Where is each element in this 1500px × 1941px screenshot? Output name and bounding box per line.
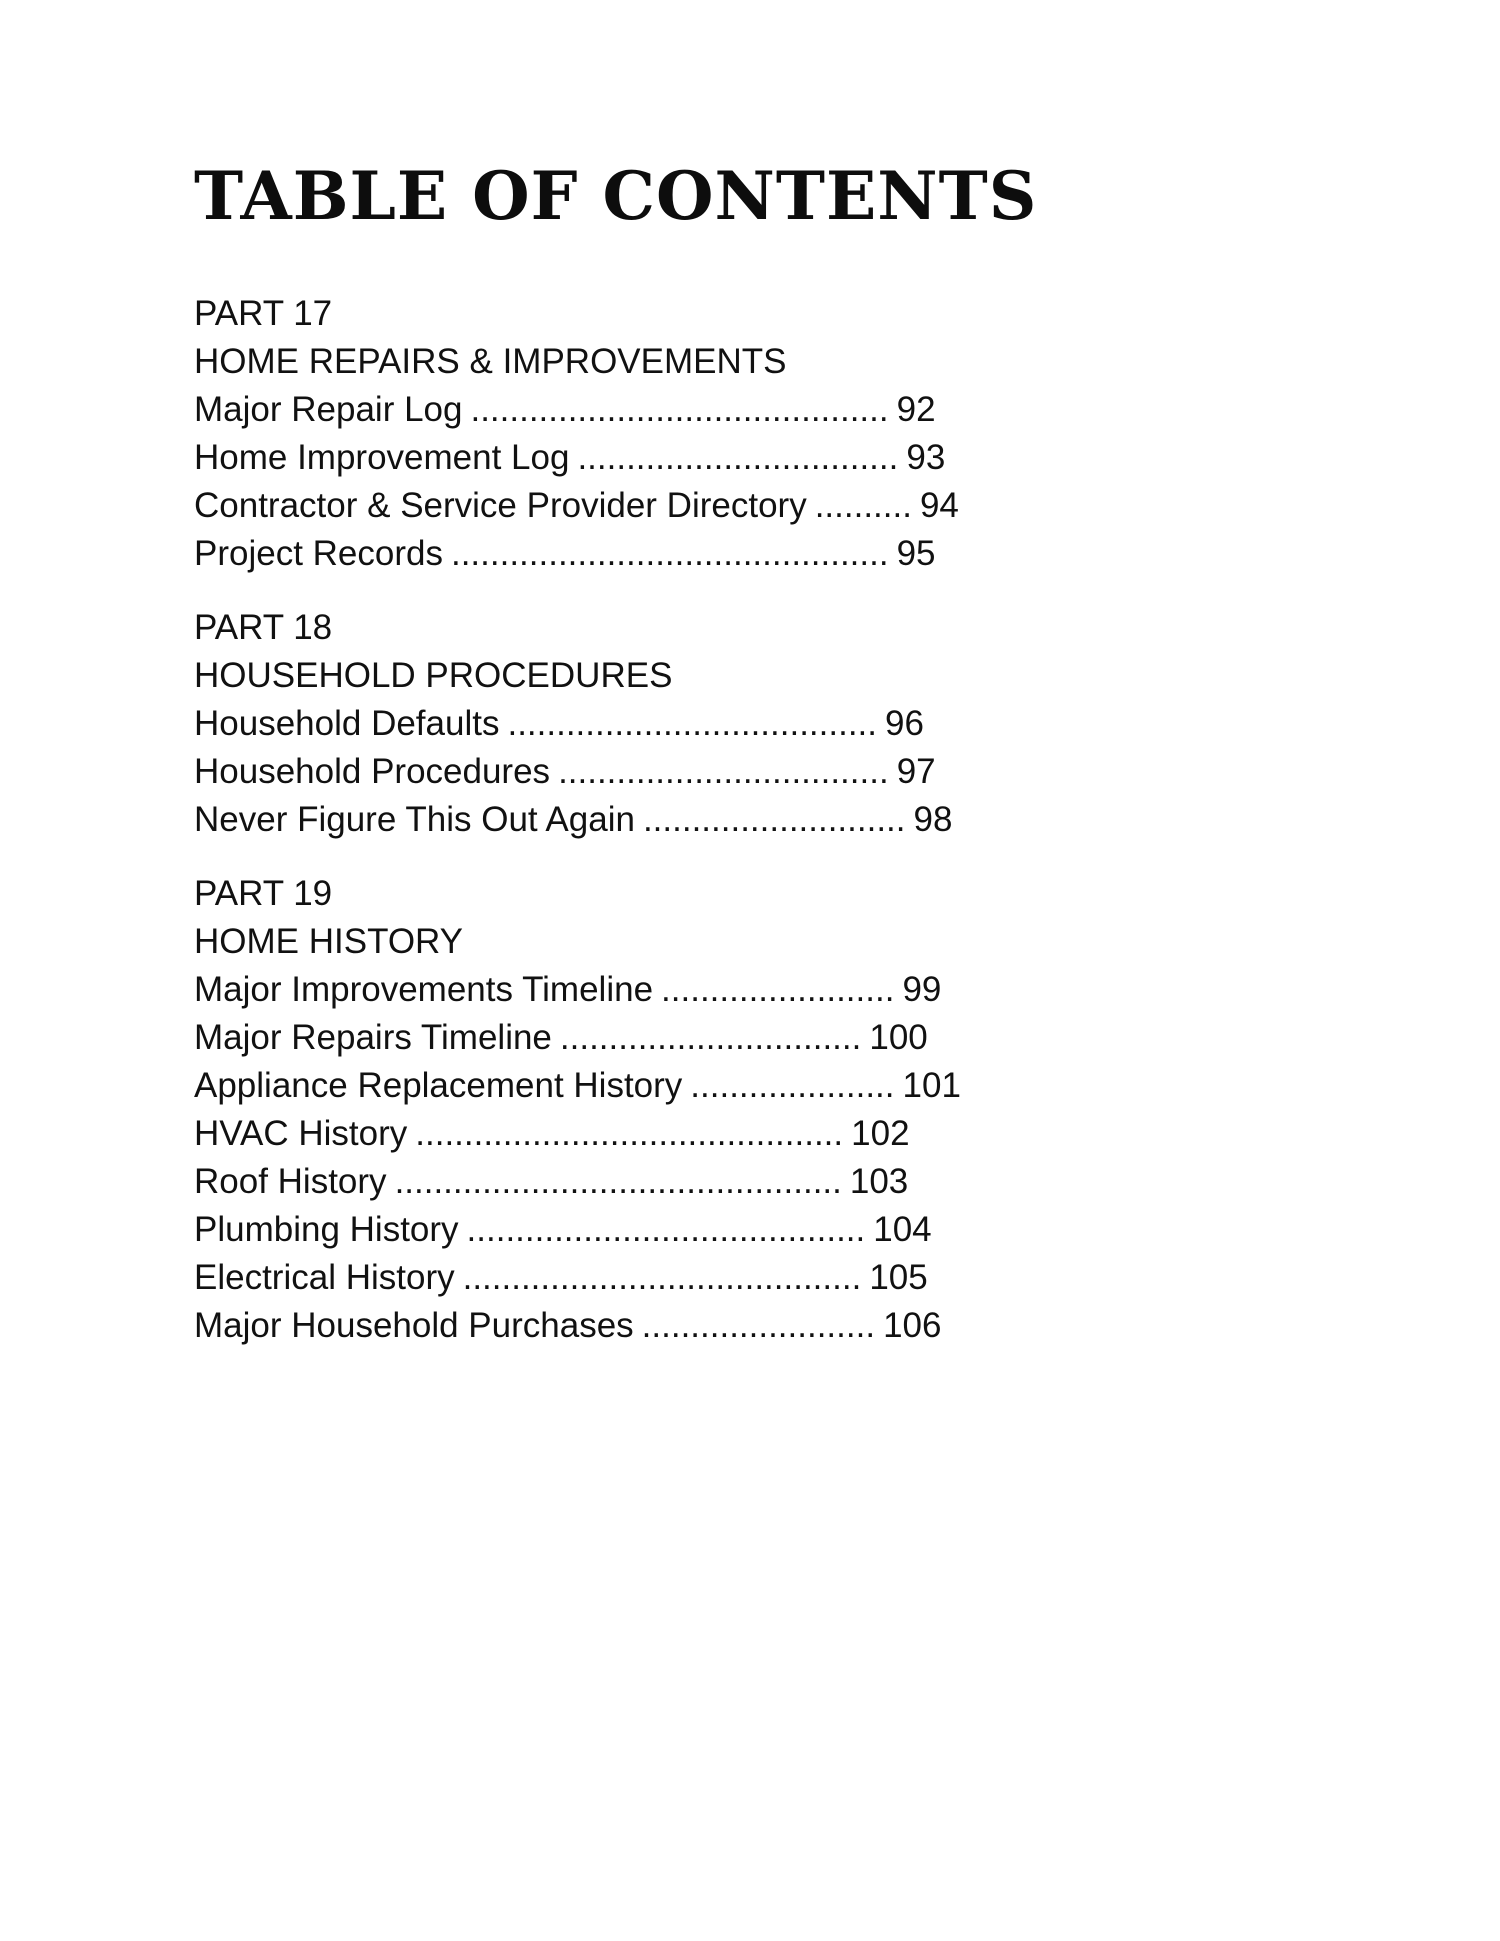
dot-leader: ......................................... [462, 1258, 862, 1297]
toc-entry-label: Home Improvement Log [194, 438, 570, 477]
toc-entry-label: Household Procedures [194, 752, 551, 791]
toc-entry-label: Appliance Replacement History [194, 1066, 683, 1105]
toc-entry [194, 700, 1344, 748]
dot-leader: ........................... [642, 800, 906, 839]
toc-entry-page-number: 103 [849, 1162, 909, 1201]
dot-leader: ............................... [559, 1018, 862, 1057]
toc-entry [194, 748, 1344, 796]
dot-leader: ............................................ [415, 1114, 844, 1153]
toc-entry-page-number: 101 [902, 1066, 961, 1105]
section-heading: HOUSEHOLD PROCEDURES [194, 656, 673, 695]
toc-entry [194, 434, 1344, 482]
part-number: PART 19 [194, 874, 333, 913]
toc-entry-page-number: 97 [896, 752, 936, 791]
part-number: PART 18 [194, 608, 333, 647]
toc-section [194, 290, 1344, 578]
dot-leader: ............................................. [450, 534, 889, 573]
section-heading: HOME REPAIRS & IMPROVEMENTS [194, 342, 787, 381]
toc-entry-label: Contractor & Service Provider Directory [194, 486, 807, 525]
dot-leader: .................................. [558, 752, 889, 791]
toc-entry-label: Major Improvements Timeline [194, 970, 654, 1009]
dot-leader: ...................................... [507, 704, 877, 743]
toc-entry-label: Major Household Purchases [194, 1306, 634, 1345]
toc-entry [194, 1110, 1344, 1158]
toc-entry-page-number: 99 [902, 970, 942, 1009]
toc-entry-label: Major Repair Log [194, 390, 463, 429]
toc-entry [194, 1062, 1344, 1110]
toc-entry-page-number: 93 [906, 438, 946, 477]
toc-entry-page-number: 95 [896, 534, 936, 573]
toc-section [194, 870, 1344, 1350]
toc-entry [194, 482, 1344, 530]
toc-section [194, 604, 1344, 844]
dot-leader: ........................ [641, 1306, 876, 1345]
toc-entry [194, 1302, 1344, 1350]
toc-entry-page-number: 98 [913, 800, 953, 839]
toc-entry-page-number: 92 [896, 390, 936, 429]
toc-entry-page-number: 105 [869, 1258, 928, 1297]
toc-entry-label: Project Records [194, 534, 443, 573]
toc-entry-page-number: 104 [873, 1210, 932, 1249]
dot-leader: .............................................. [394, 1162, 842, 1201]
dot-leader: ......................................... [466, 1210, 866, 1249]
toc-entry [194, 386, 1344, 434]
toc-entry-label: Electrical History [194, 1258, 455, 1297]
page-title: TABLE OF CONTENTS [194, 157, 1038, 235]
toc-entry [194, 796, 1344, 844]
toc-entry-label: HVAC History [194, 1114, 408, 1153]
toc-entry-page-number: 100 [869, 1018, 928, 1057]
toc-entry-page-number: 106 [883, 1306, 942, 1345]
toc-entry [194, 966, 1344, 1014]
dot-leader: ........................ [661, 970, 895, 1009]
toc-entry-label: Never Figure This Out Again [194, 800, 635, 839]
toc-entry-page-number: 102 [851, 1114, 910, 1153]
toc-entry-page-number: 94 [919, 486, 959, 525]
toc-sections [194, 290, 1344, 1376]
toc-entry-label: Major Repairs Timeline [194, 1018, 552, 1057]
dot-leader: ........................................... [470, 390, 889, 429]
section-heading: HOME HISTORY [194, 922, 464, 961]
dot-leader: ................................. [577, 438, 899, 477]
toc-entry [194, 1158, 1344, 1206]
dot-leader: .......... [814, 486, 912, 525]
toc-entry [194, 1206, 1344, 1254]
toc-entry-label: Household Defaults [194, 704, 500, 743]
toc-entry [194, 530, 1344, 578]
toc-entry-label: Plumbing History [194, 1210, 459, 1249]
dot-leader: ..................... [690, 1066, 895, 1105]
toc-entry [194, 1254, 1344, 1302]
toc-entry [194, 1014, 1344, 1062]
toc-entry-page-number: 96 [885, 704, 924, 743]
part-number: PART 17 [194, 294, 333, 333]
toc-entry-label: Roof History [194, 1162, 387, 1201]
